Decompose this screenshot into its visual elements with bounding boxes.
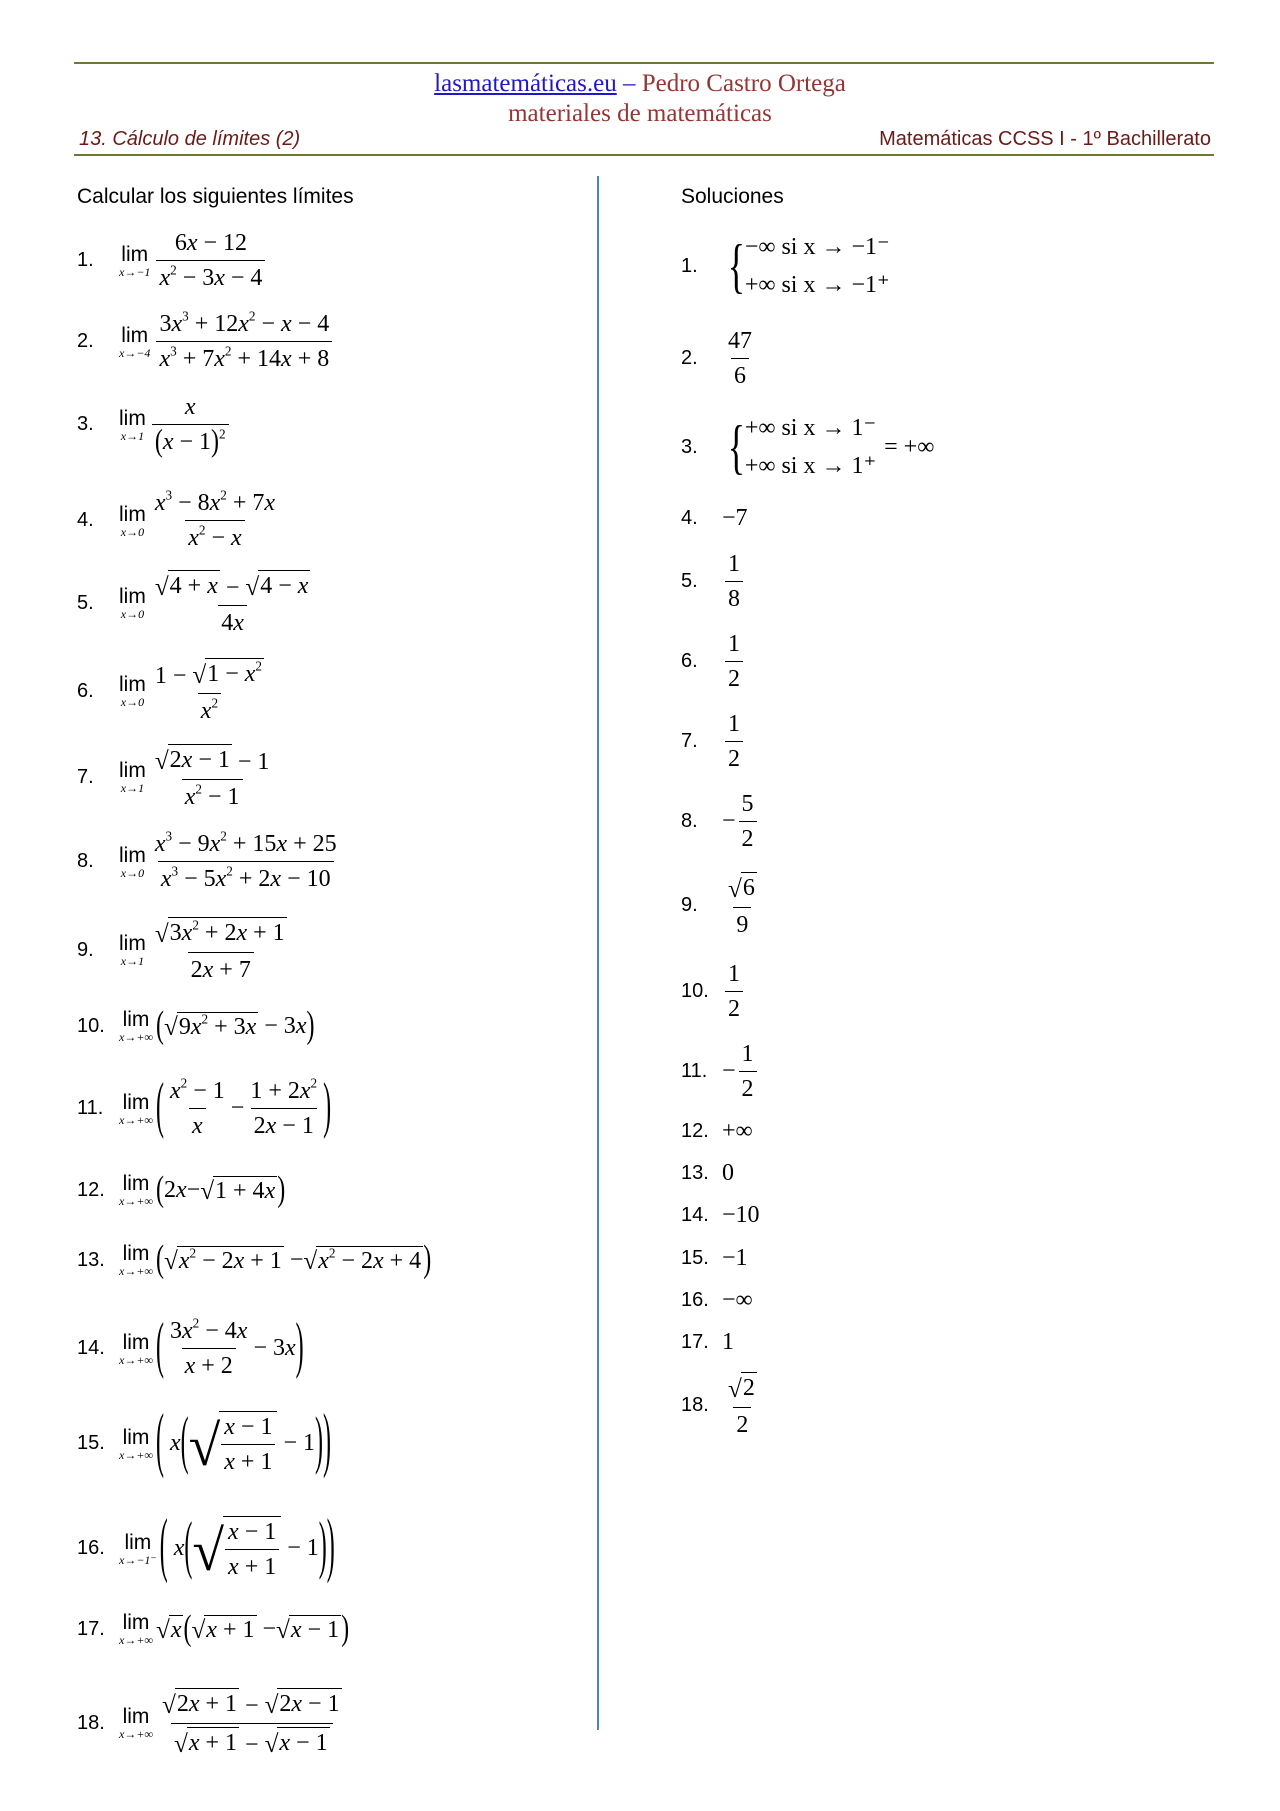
solution-1 — [681, 228, 890, 304]
problem-expression: ( x ( √ $\frac{x - 1}{x + 1}$ − 1 ) ) — [159, 1508, 335, 1586]
problem-8 — [77, 830, 343, 893]
limit-operator: lim x→0 — [119, 585, 146, 622]
problem-expression: $\frac{x^3 - 8x^2 + 7x}{x^2 - x}$ — [154, 487, 276, 551]
problem-number: 8. — [77, 850, 94, 872]
solution-number: 4. — [681, 507, 698, 529]
problem-9 — [77, 917, 293, 984]
solution-number: 1. — [681, 254, 698, 277]
problem-expression: ( 2 x − √ 1 + 4x ) — [155, 1169, 286, 1209]
problem-4 — [77, 489, 281, 552]
limit-operator: lim x→0 — [119, 843, 146, 880]
problem-expression: $\frac{3x^3 + 12x^2 - x - 4}{x^3 + 7x^2 + 14x + 8}$ — [153, 310, 335, 373]
problem-expression: 1 − √ $1 - x^2$ $x^2$ — [154, 658, 262, 724]
solution-number: 15. — [681, 1247, 709, 1269]
solution-value: − $\frac{5}{2}$ — [722, 790, 760, 853]
solution-12 — [681, 1118, 753, 1145]
solution-16 — [681, 1287, 753, 1314]
header-top-rule — [74, 62, 1214, 64]
limit-operator: lim x→+∞ — [119, 1242, 153, 1278]
problem-number: 14. — [77, 1337, 105, 1359]
site-link[interactable]: lasmatemáticas.eu — [434, 70, 617, 97]
solution-value: $\frac{47}{6}$ — [728, 328, 752, 389]
problem-expression: ( $\frac{3x^2 - 4x}{x + 2}$ − 3 x ) — [155, 1313, 304, 1381]
problem-expression: √ 2x − 1 − 1 $x^2 - 1$ — [149, 744, 276, 811]
limit-operator: lim x→+∞ — [119, 1705, 153, 1742]
problem-18 — [77, 1688, 348, 1759]
solution-value: $\frac{1}{2}$ — [722, 710, 746, 773]
limit-operator: lim x→+∞ — [119, 1172, 153, 1208]
limit-operator: lim x→1 — [119, 932, 146, 969]
limit-operator: lim x→−4 — [119, 323, 151, 360]
solution-value: −1 — [722, 1245, 748, 1271]
limit-operator: lim x→−1⁻ — [119, 1530, 157, 1567]
limit-operator: lim x→+∞ — [119, 1425, 153, 1462]
problem-number: 9. — [77, 938, 94, 961]
solution-value: 1 — [722, 1329, 734, 1355]
problem-expression: $\frac{6x - 12}{x^2 - 3x - 4}$ — [153, 229, 268, 292]
solution-7 — [681, 710, 746, 773]
solution-number: 6. — [681, 650, 698, 672]
worksheet-title: 13. Cálculo de límites (2) — [79, 128, 301, 150]
problems-title: Calcular los siguientes límites — [77, 185, 354, 208]
solution-3 — [681, 409, 934, 485]
solution-number: 8. — [681, 810, 698, 832]
problem-6 — [77, 658, 270, 725]
problem-expression: ( √ $x^2 - 2x + 1$ − √ $x^2 - 2x + 4$ ) — [155, 1238, 432, 1280]
problem-number: 6. — [77, 679, 94, 702]
problem-10 — [77, 1004, 315, 1046]
problem-number: 10. — [77, 1014, 105, 1037]
problem-number: 7. — [77, 765, 94, 788]
problem-16 — [77, 1508, 335, 1586]
limit-operator: lim x→−1 — [119, 242, 151, 279]
header-bottom-rule — [74, 154, 1214, 156]
problem-number: 16. — [77, 1537, 105, 1559]
problem-expression: ( √ $9x^2 + 3x$ − 3 x ) — [155, 1004, 315, 1046]
problem-number: 13. — [77, 1248, 105, 1271]
problem-expression: √ 2x + 1 − √ 2x − 1 √ x + 1 − √ x − 1 — [156, 1688, 348, 1759]
solution-value: −∞ — [722, 1287, 753, 1313]
problem-number: 11. — [77, 1097, 104, 1119]
solution-number: 18. — [681, 1393, 709, 1416]
solution-value: √ 2 2 — [722, 1372, 763, 1439]
solution-number: 2. — [681, 347, 698, 369]
limit-operator: lim x→1 — [119, 759, 146, 796]
solution-number: 14. — [681, 1204, 709, 1226]
solution-number: 17. — [681, 1331, 709, 1353]
header-separator: – — [622, 70, 636, 97]
problem-number: 17. — [77, 1617, 105, 1640]
problem-number: 12. — [77, 1178, 105, 1201]
problem-expression: ( $\frac{x^2 - 1}{x}$ − $\frac{1 + 2x^2}{2x - 1}$ ) — [155, 1073, 332, 1141]
problem-expression: $\frac{x}{(x - 1)^2}$ — [149, 393, 232, 456]
problem-number: 15. — [77, 1432, 105, 1454]
solution-value: +∞ — [722, 1118, 753, 1144]
solution-value: $\frac{1}{8}$ — [722, 550, 746, 613]
limit-operator: lim x→0 — [119, 502, 146, 539]
solution-18 — [681, 1372, 763, 1439]
solution-15 — [681, 1245, 748, 1272]
solution-2 — [681, 327, 758, 390]
problem-17 — [77, 1608, 350, 1648]
problem-number: 2. — [77, 330, 94, 352]
solution-9 — [681, 872, 763, 939]
problem-expression: $\frac{x^3 - 9x^2 + 15x + 25}{x^3 - 5x^2 + 2x - 10}$ — [154, 828, 337, 892]
limit-operator: lim x→+∞ — [119, 1611, 153, 1647]
solution-number: 9. — [681, 893, 698, 916]
problem-expression: ( x ( √ $\frac{x - 1}{x + 1}$ − 1 ) ) — [155, 1403, 331, 1481]
limit-operator: lim x→+∞ — [119, 1330, 153, 1367]
problem-expression: √ 4 + x − √ 4 − x 4x — [149, 570, 317, 637]
limit-operator: lim x→0 — [119, 673, 146, 710]
problem-1 — [77, 229, 268, 292]
solution-number: 13. — [681, 1162, 709, 1184]
solution-value: √ 6 9 — [722, 872, 763, 939]
solution-5 — [681, 550, 746, 613]
solution-value: 0 — [722, 1160, 734, 1186]
solution-value: $\frac{1}{2}$ — [722, 960, 746, 1023]
solution-6 — [681, 630, 746, 693]
solution-number: 10. — [681, 980, 709, 1002]
course-title: Matemáticas CCSS I - 1º Bachillerato — [879, 128, 1211, 150]
solution-value: { −∞ si x → −1⁻ +∞ si x → −1⁺ — [727, 233, 890, 299]
solution-4 — [681, 505, 748, 532]
problem-11 — [77, 1073, 332, 1141]
solution-value: − $\frac{1}{2}$ — [722, 1040, 760, 1103]
limit-operator: lim x→+∞ — [119, 1008, 153, 1044]
solution-8 — [681, 790, 760, 853]
solution-value: −7 — [722, 505, 748, 531]
solution-10 — [681, 960, 746, 1023]
solution-number: 11. — [681, 1060, 708, 1082]
column-divider — [597, 176, 599, 1730]
problem-15 — [77, 1403, 331, 1481]
header-line-1 — [0, 68, 1280, 99]
author-name: Pedro Castro Ortega — [641, 70, 846, 97]
problem-7 — [77, 744, 275, 811]
solution-17 — [681, 1329, 734, 1356]
header-subtitle: materiales de matemáticas — [508, 100, 772, 127]
problem-number: 4. — [77, 509, 94, 531]
problem-number: 18. — [77, 1711, 105, 1734]
problem-14 — [77, 1313, 304, 1381]
problem-expression: √ x ( √ x + 1 − √ x − 1 ) — [155, 1608, 350, 1648]
problem-12 — [77, 1169, 286, 1209]
solution-number: 5. — [681, 570, 698, 592]
limit-operator: lim x→+∞ — [119, 1090, 153, 1127]
solution-number: 16. — [681, 1289, 709, 1311]
problem-number: 5. — [77, 591, 94, 614]
solution-number: 3. — [681, 435, 698, 458]
solution-11 — [681, 1040, 760, 1103]
problem-13 — [77, 1238, 432, 1280]
solution-value: $\frac{1}{2}$ — [722, 630, 746, 693]
solution-value: −10 — [722, 1202, 760, 1228]
problem-3 — [77, 393, 232, 459]
problem-number: 3. — [77, 413, 94, 435]
problem-number: 1. — [77, 249, 94, 271]
problem-expression: √ $3x^2 + 2x + 1$ 2x + 7 — [154, 917, 285, 983]
solution-number: 12. — [681, 1120, 709, 1142]
solution-number: 7. — [681, 730, 698, 752]
problem-5 — [77, 570, 316, 637]
limit-operator: lim x→1 — [119, 406, 146, 443]
problem-2 — [77, 310, 335, 373]
solution-13 — [681, 1160, 734, 1187]
solutions-title: Soluciones — [681, 185, 784, 208]
solution-14 — [681, 1202, 760, 1229]
solution-value: { +∞ si x → 1⁻ +∞ si x → 1⁺ = +∞ — [727, 414, 935, 480]
